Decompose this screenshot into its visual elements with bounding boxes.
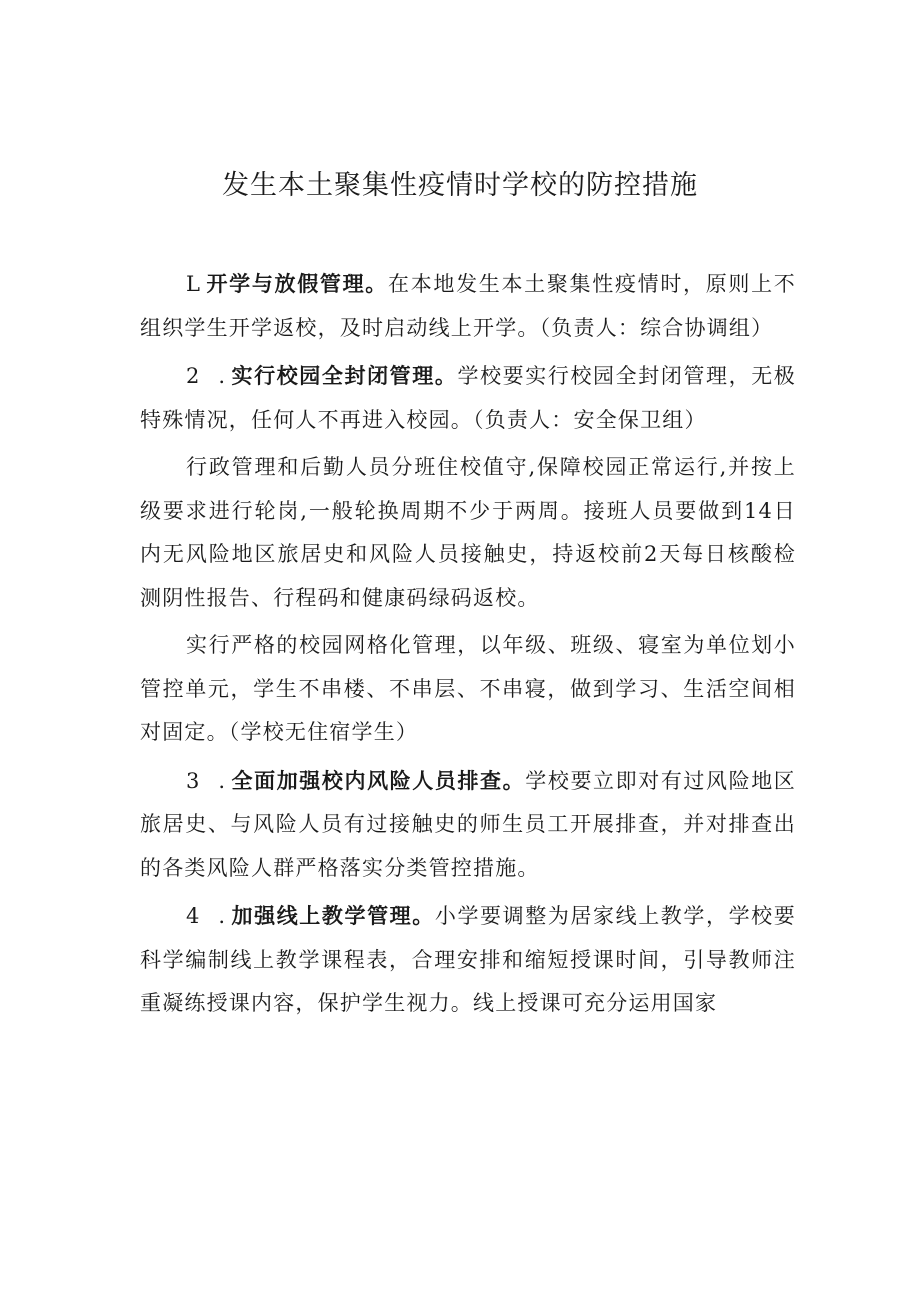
item-heading: 全面加强校内风险人员排查。 bbox=[231, 767, 526, 793]
item-text: 学校要立即对有过风险地区旅居史、与风险人员有过接触史的师生员工开展排查，并对排查出的各类风险人群严格落实分类管控措施。 bbox=[140, 768, 796, 880]
document-body bbox=[140, 262, 796, 1030]
item-number: 4 . bbox=[186, 904, 232, 928]
item-number: 3 . bbox=[186, 768, 232, 793]
item-number: 2 . bbox=[186, 364, 232, 388]
item-text: 学校要实行校园全封闭管理，无极特殊情况，任何人不再进入校园。（负责人：安全保卫组） bbox=[140, 364, 797, 432]
paragraph-staff-shifts bbox=[140, 446, 796, 620]
item-number: L bbox=[186, 272, 206, 296]
item-text: 行政管理和后勤人员分班住校值守,保障校园正常运行,并按上级要求进行轮岗,一般轮换周期不少于两周。接班人员要做到14日内无风险地区旅居史和风险人员接触史，持返校前2天每日核酸检测阴性报告、行程码和健康码绿码返校。 bbox=[140, 455, 796, 610]
item-text: 小学要调整为居家线上教学，学校要科学编制线上教学课程表，合理安排和缩短授课时间，引导教师注重凝练授课内容，保护学生视力。线上授课可充分运用国家 bbox=[140, 904, 796, 1015]
paragraph-opening-management bbox=[140, 262, 796, 350]
item-heading: 实行校园全封闭管理。 bbox=[231, 363, 458, 388]
document-title: 发生本土聚集性疫情时学校的防控措施 bbox=[222, 170, 698, 201]
paragraph-online-teaching bbox=[140, 894, 796, 1026]
paragraph-campus-closure bbox=[140, 354, 796, 442]
paragraph-risk-screening bbox=[140, 759, 796, 891]
paragraph-grid-management bbox=[140, 624, 796, 755]
item-heading: 加强线上教学管理。 bbox=[231, 903, 435, 928]
item-text: 实行严格的校园网格化管理，以年级、班级、寝室为单位划小管控单元，学生不串楼、不串层、不串寝，做到学习、生活空间相对固定。（学校无住宿学生） bbox=[140, 633, 796, 744]
item-text: 在本地发生本土聚集性疫情时，原则上不组织学生开学返校，及时启动线上开学。（负责人：综合协调组） bbox=[140, 272, 796, 340]
item-heading: 开学与放假管理。 bbox=[205, 271, 388, 296]
